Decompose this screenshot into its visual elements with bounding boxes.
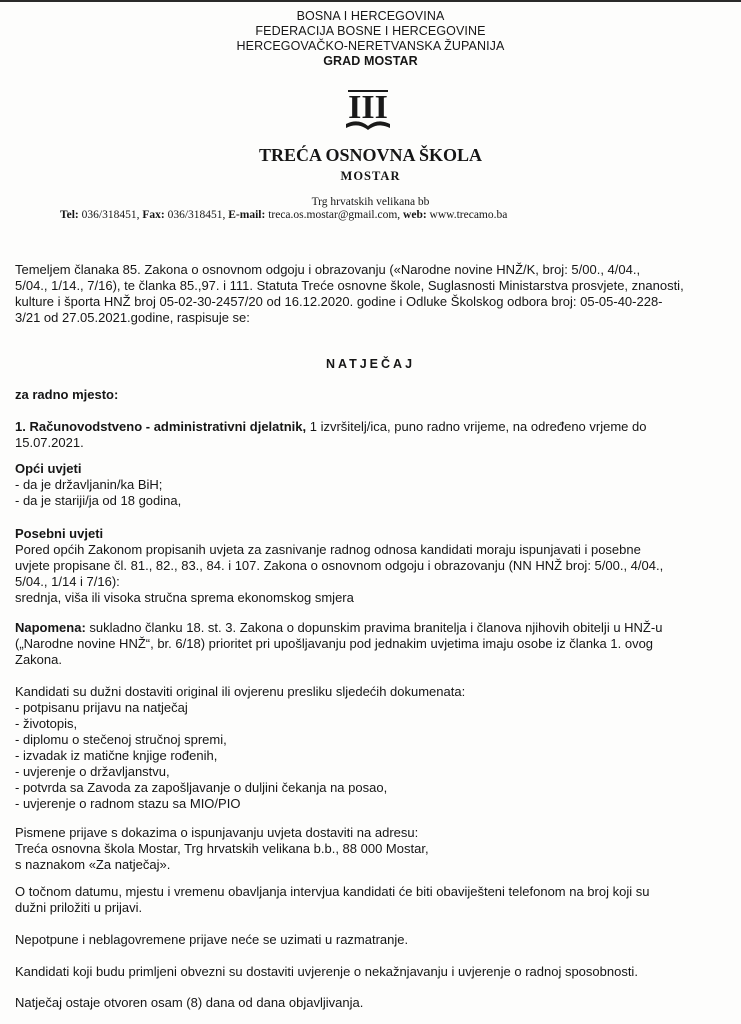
open-text: Natječaj ostaje otvoren osam (8) dana od dana objavljivanja.: [15, 995, 364, 1010]
school-contact: [60, 209, 700, 221]
note-paragraph: [15, 620, 730, 668]
web-value: www.trecamo.ba: [429, 209, 508, 221]
header-city: GRAD MOSTAR: [323, 54, 418, 68]
document-item: - izvadak iz matične knjige rođenih,: [15, 748, 218, 763]
note-line: Zakona.: [15, 652, 62, 667]
position-heading: [15, 387, 730, 403]
special-conditions: [15, 526, 730, 606]
general-item: - da je stariji/ja od 18 godina,: [15, 493, 182, 508]
web-label: web:: [403, 209, 427, 221]
special-line: srednja, viša ili visoka stručna sprema ekonomskog smjera: [15, 590, 354, 605]
note-label: Napomena:: [15, 620, 86, 635]
document-item: - diplomu o stečenoj stručnoj spremi,: [15, 732, 227, 747]
special-heading: Posebni uvjeti: [15, 526, 104, 541]
fax-label: Fax:: [142, 209, 165, 221]
tel-label: Tel:: [60, 209, 79, 221]
documents-intro: Kandidati su dužni dostaviti original ili ovjerenu presliku sljedećih dokumenata:: [15, 684, 466, 699]
school-name: TREĆA OSNOVNA ŠKOLA: [258, 145, 483, 165]
incomplete-notice: [15, 932, 730, 948]
document-item: - uvjerenje o radnom stazu sa MIO/PIO: [15, 796, 241, 811]
open-notice: [15, 995, 730, 1011]
job-end-date: 15.07.2021.: [15, 435, 84, 450]
submission-line: Pismene prijave s dokazima o ispunjavanju uvjeta dostaviti na adresu:: [15, 825, 419, 840]
special-line: Pored općih Zakonom propisanih uvjeta za zasnivanje radnog odnosa kandidati moraju ispunjavati i posebne: [15, 542, 641, 557]
top-border: [0, 0, 741, 2]
interview-line: dužni priložiti u prijavi.: [15, 900, 143, 915]
intro-line: 5/04., 1/14., 7/16), te članka 85.,97. i 111. Statuta Treće osnovne škole, Suglasnosti Ministarstva prosvjete, znanosti,: [15, 278, 684, 293]
school-city: MOSTAR: [340, 169, 401, 183]
incomplete-text: Nepotpune i neblagovremene prijave neće se uzimati u razmatranje.: [15, 932, 409, 947]
intro-line: 3/21 od 27.05.2021.godine, raspisuje se:: [15, 310, 250, 325]
school-address: Trg hrvatskih velikana bb: [311, 196, 430, 208]
submission-line: Treća osnovna škola Mostar, Trg hrvatskih velikana b.b., 88 000 Mostar,: [15, 841, 429, 856]
fax-value: 036/318451,: [167, 209, 226, 221]
intro-line: Temeljem članaka 85. Zakona o osnovnom odgoju i obrazovanju («Narodne novine HNŽ/K, broj: 5/00., 4/04.,: [15, 262, 641, 277]
document-item: - uvjerenje o državljanstvu,: [15, 764, 170, 779]
special-line: uvjete propisane čl. 81., 82., 83., 84. i 107. Zakona o osnovnom odgoju i obrazovanju (NN HNŽ broj: 5/00., 4/04.,: [15, 558, 664, 573]
interview-paragraph: [15, 884, 730, 916]
submission-paragraph: [15, 825, 730, 873]
school-emblem-icon: [340, 88, 396, 136]
posting-title: NATJEČAJ: [325, 357, 416, 371]
email-value: treca.os.mostar@gmail.com,: [268, 209, 401, 221]
tel-value: 036/318451,: [81, 209, 140, 221]
note-text: sukladno članku 18. st. 3. Zakona o dopunskim pravima branitelja i članova njihovih obitelji u HNŽ-u: [85, 620, 663, 635]
document-item: - potvrda sa Zavoda za zapošljavanje o duljini čekanja na posao,: [15, 780, 388, 795]
job-details: 1 izvršitelj/ica, puno radno vrijeme, na određeno vrjeme do: [306, 419, 647, 434]
accepted-text: Kandidati koji budu primljeni obvezni su dostaviti uvjerenje o nekažnjavanju i uvjerenje o radnoj sposobnosti.: [15, 964, 638, 979]
header-federation: FEDERACIJA BOSNE I HERCEGOVINE: [255, 24, 486, 38]
document-item: - potpisanu prijavu na natječaj: [15, 700, 188, 715]
general-item: - da je državljanin/ka BiH;: [15, 477, 163, 492]
note-line: („Narodne novine HNŽ“, br. 6/18) prioritet pri upošljavanju pod jednakim uvjetima imaju osobe iz članka 1. ovog: [15, 636, 654, 651]
email-label: E-mail:: [228, 209, 266, 221]
intro-line: kulture i športa HNŽ broj 05-02-30-2457/20 od 16.12.2020. godine i Odluke Školskog odbora broj: 05-05-40-228-: [15, 294, 663, 309]
general-heading: Opći uvjeti: [15, 461, 82, 476]
document-item: - životopis,: [15, 716, 78, 731]
general-conditions: [15, 461, 730, 509]
position-heading-text: za radno mjesto:: [15, 387, 119, 402]
interview-line: O točnom datumu, mjestu i vremenu obavljanja intervjua kandidati će biti obaviješteni telefonom na broj koji su: [15, 884, 650, 899]
header-country: BOSNA I HERCEGOVINA: [296, 9, 445, 23]
job-title: 1. Računovodstveno - administrativni djelatnik,: [15, 419, 307, 434]
intro-paragraph: [15, 262, 730, 326]
special-line: 5/04., 1/14 i 7/16):: [15, 574, 120, 589]
job-description: [15, 419, 730, 451]
submission-line: s naznakom «Za natječaj».: [15, 857, 171, 872]
accepted-notice: [15, 964, 730, 980]
required-documents: [15, 684, 730, 812]
header-canton: HERCEGOVAČKO-NERETVANSKA ŽUPANIJA: [236, 39, 505, 53]
emblem-text: III: [348, 89, 388, 126]
letterhead: [0, 9, 741, 69]
